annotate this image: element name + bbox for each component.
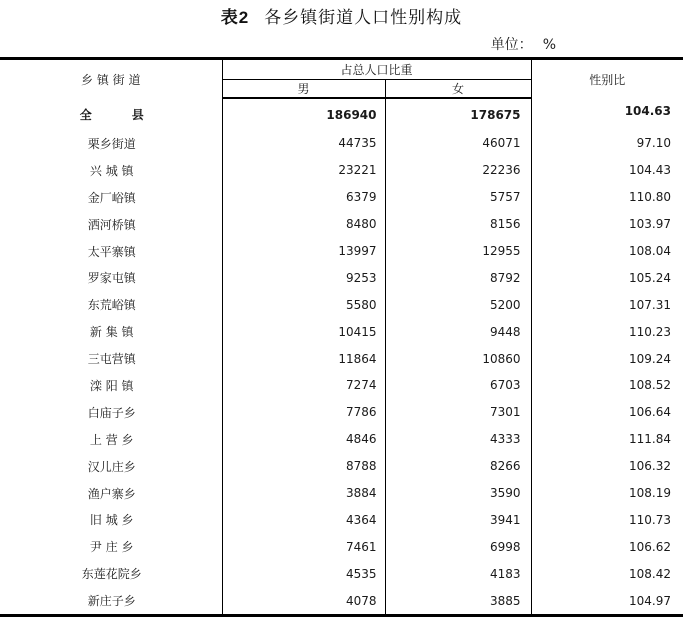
table-row xyxy=(0,157,683,184)
table-row xyxy=(0,506,683,533)
female-count: 3941 xyxy=(385,506,531,533)
table-row xyxy=(0,211,683,238)
male-count: 11864 xyxy=(222,345,385,372)
sex-ratio: 97.10 xyxy=(636,136,672,151)
male-count: 44735 xyxy=(222,130,385,157)
male-count: 4078 xyxy=(222,587,385,615)
table-row xyxy=(0,372,683,399)
female-count: 4183 xyxy=(385,560,531,587)
region-name: 尹 庄 乡 xyxy=(89,540,134,555)
male-count: 5580 xyxy=(222,291,385,318)
sex-ratio: 107.31 xyxy=(629,297,672,312)
female-count: 3885 xyxy=(385,587,531,615)
sex-ratio: 108.04 xyxy=(629,244,672,258)
region-name: 汉儿庄乡 xyxy=(87,459,136,474)
male-count: 4364 xyxy=(222,506,385,533)
sex-composition-table xyxy=(0,57,683,617)
female-count: 5200 xyxy=(385,291,531,318)
total-female: 178675 xyxy=(385,98,531,130)
region-name: 上 营 乡 xyxy=(89,432,134,447)
sex-ratio: 104.97 xyxy=(531,587,683,615)
sex-ratio: 111.84 xyxy=(629,432,672,447)
region-name: 洒河桥镇 xyxy=(87,217,136,232)
table-row xyxy=(0,453,683,480)
sex-ratio: 106.32 xyxy=(629,459,672,474)
male-count: 4535 xyxy=(222,560,385,587)
male-count: 23221 xyxy=(222,157,385,184)
sex-ratio: 110.80 xyxy=(629,190,672,205)
table-row xyxy=(0,533,683,560)
unit-label xyxy=(491,34,556,54)
female-count: 8156 xyxy=(385,211,531,238)
header-female: 女 xyxy=(385,80,531,99)
total-ratio: 104.63 xyxy=(624,104,672,118)
table-title xyxy=(0,3,683,28)
region-name: 滦 阳 镇 xyxy=(89,378,134,393)
female-count: 10860 xyxy=(385,345,531,372)
female-count: 7301 xyxy=(385,399,531,426)
total-label: 全 县 xyxy=(79,107,144,122)
table-row xyxy=(0,291,683,318)
sex-ratio: 110.73 xyxy=(629,512,672,527)
male-count: 13997 xyxy=(222,238,385,265)
table-row xyxy=(0,238,683,265)
total-male: 186940 xyxy=(222,98,385,130)
female-count: 8266 xyxy=(385,453,531,480)
header-male: 男 xyxy=(222,80,385,99)
header-sex-ratio: 性别比 xyxy=(531,59,683,99)
sex-ratio: 104.43 xyxy=(629,163,672,178)
region-name: 渔户寨乡 xyxy=(87,486,136,501)
table-row xyxy=(0,130,683,157)
region-name: 三屯营镇 xyxy=(87,352,136,367)
header-region: 乡 镇 街 道 xyxy=(0,59,222,99)
table-row xyxy=(0,587,683,615)
region-name: 白庙子乡 xyxy=(87,405,136,420)
female-count: 46071 xyxy=(385,130,531,157)
male-count: 4846 xyxy=(222,426,385,453)
male-count: 6379 xyxy=(222,184,385,211)
male-count: 7786 xyxy=(222,399,385,426)
sex-ratio: 105.24 xyxy=(629,270,672,285)
female-count: 9448 xyxy=(385,318,531,345)
male-count: 8480 xyxy=(222,211,385,238)
sex-ratio: 108.42 xyxy=(629,566,672,581)
table-row xyxy=(0,345,683,372)
female-count: 12955 xyxy=(385,238,531,265)
region-name: 兴 城 镇 xyxy=(89,163,134,178)
region-name: 栗乡街道 xyxy=(87,136,136,151)
sex-ratio: 108.19 xyxy=(629,486,672,501)
female-count: 22236 xyxy=(385,157,531,184)
table-row xyxy=(0,399,683,426)
male-count: 3884 xyxy=(222,480,385,507)
female-count: 6703 xyxy=(385,372,531,399)
region-name: 太平寨镇 xyxy=(87,244,136,259)
region-name: 金厂峪镇 xyxy=(87,190,136,205)
female-count: 6998 xyxy=(385,533,531,560)
male-count: 10415 xyxy=(222,318,385,345)
female-count: 3590 xyxy=(385,480,531,507)
table-row xyxy=(0,184,683,211)
female-count: 8792 xyxy=(385,264,531,291)
sex-ratio: 106.64 xyxy=(629,405,672,420)
table-title-text: 各乡镇街道人口性别构成 xyxy=(264,8,463,28)
unit-value: % xyxy=(542,37,556,53)
table-number: 表2 xyxy=(220,8,250,27)
male-count: 9253 xyxy=(222,264,385,291)
table-row xyxy=(0,318,683,345)
male-count: 8788 xyxy=(222,453,385,480)
sex-ratio: 103.97 xyxy=(629,217,672,232)
sex-ratio: 109.24 xyxy=(629,351,672,366)
table-row xyxy=(0,264,683,291)
region-name: 新 集 镇 xyxy=(89,325,134,340)
table-row xyxy=(0,560,683,587)
region-name: 新庄子乡 xyxy=(0,587,222,615)
unit-prefix: 单位： xyxy=(490,37,533,53)
total-row xyxy=(0,98,683,130)
female-count: 5757 xyxy=(385,184,531,211)
region-name: 东荒峪镇 xyxy=(87,298,136,313)
male-count: 7461 xyxy=(222,533,385,560)
table-row xyxy=(0,480,683,507)
sex-ratio: 108.52 xyxy=(629,378,672,393)
region-name: 罗家屯镇 xyxy=(87,271,136,286)
female-count: 4333 xyxy=(385,426,531,453)
region-name: 旧 城 乡 xyxy=(89,513,134,528)
sex-ratio: 110.23 xyxy=(629,324,672,339)
table-row xyxy=(0,426,683,453)
sex-ratio: 106.62 xyxy=(629,539,672,554)
header-population-share: 占总人口比重 xyxy=(222,59,531,80)
region-name: 东莲花院乡 xyxy=(81,567,142,582)
male-count: 7274 xyxy=(222,372,385,399)
